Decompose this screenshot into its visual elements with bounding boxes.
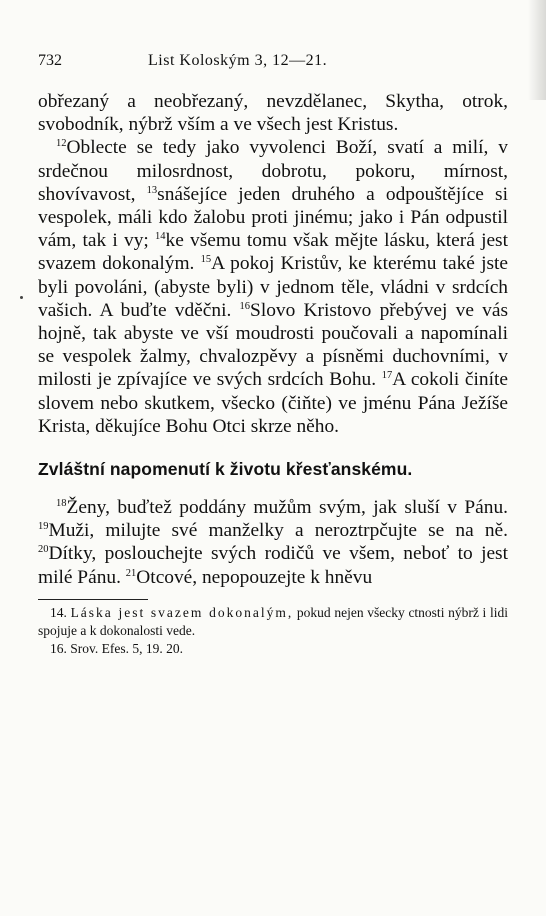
- paragraph: [38, 136, 508, 438]
- footnote: [38, 604, 508, 640]
- verse-number: 12: [56, 138, 67, 150]
- verse-text: Muži, milujte své manželky a neroztrpčujte se na ně.: [48, 520, 508, 542]
- page-header: [38, 52, 508, 78]
- verse-number: 14: [155, 231, 166, 243]
- footnote-text: Srov. Efes. 5, 19. 20.: [70, 640, 183, 656]
- verse-text: snášejíce jeden druhého a odpouštějíce si vespolek, máli kdo žalobu proti jinému; jako i Pán odpustil vám, tak i vy;: [38, 183, 508, 252]
- verse-text: ke všemu tomu však mějte lásku, která jest svazem dokonalým.: [38, 230, 508, 275]
- verse-number: 21: [125, 567, 137, 579]
- section-text: [38, 496, 508, 589]
- paragraph: [38, 90, 508, 136]
- footnote-number: 14.: [50, 604, 71, 620]
- verse-number: 20: [38, 544, 49, 556]
- verse-number: 17: [381, 370, 393, 382]
- running-title: List Koloským 3, 12—21.: [148, 52, 328, 69]
- verse-text: A cokoli činíte slovem nebo skutkem, všecko (čiňte) ve jménu Pána Ježíše Krista, děkujíce Bohu Otci skrze něho.: [38, 369, 509, 437]
- verse-number: 16: [239, 300, 251, 312]
- verse-text: Otcové, nepopouzejte k hněvu: [136, 566, 373, 588]
- footnote-text: pokud nejen všecky ctnosti nýbrž i lidi spojuje a k dokonalosti vede.: [38, 604, 508, 638]
- footnote-number: 16.: [50, 640, 71, 656]
- footnote: [38, 640, 508, 658]
- footnote-lemma: Láska jest svazem dokonalým,: [70, 604, 294, 620]
- verse-number: 13: [146, 184, 158, 196]
- main-text: [38, 90, 508, 438]
- page-edge-shadow: [528, 0, 546, 100]
- verse-text: Dítky, poslouchejte svých rodičů ve všem, neboť to jest milé Pánu.: [38, 543, 508, 588]
- verse-text: Ženy, buďtež poddány mužům svým, jak sluší v Pánu.: [66, 497, 508, 519]
- verse-text: Slovo Kristovo přebývej ve vás hojně, tak abyste ve vší moudrosti poučovali a napomínali se vespolek žalmy, chvalozpěvy a písněmi duchovními, v milosti je zpívajíce ve svých srdcích Bohu.: [38, 299, 508, 391]
- verse-text: A pokoj Kristův, ke kterému také jste byli povoláni, (abyste byli) v jednom těle, vládni v srdcích vašich. A buďte vděčni.: [38, 253, 508, 321]
- section-heading: Zvláštní napomenutí k životu křesťanskému.: [38, 459, 413, 480]
- margin-dot: [20, 296, 23, 299]
- footnote-rule: [38, 599, 148, 600]
- verse-number: 15: [200, 254, 212, 266]
- page-number: 732: [38, 52, 62, 69]
- book-page: [38, 52, 508, 658]
- verse-number: 18: [56, 498, 67, 510]
- paragraph: [38, 496, 508, 589]
- verse-text: Oblecte se tedy jako vyvolenci Boží, svatí a milí, v srdečnou milosrdnost, dobrotu, pokoru, mírnost, shovívavost,: [38, 137, 508, 205]
- verse-text: obřezaný a neobřezaný, nevzdělanec, Skytha, otrok, svobodník, nýbrž vším a ve všech jest Kristus.: [38, 91, 508, 136]
- footnotes: [38, 604, 508, 658]
- verse-number: 19: [38, 521, 49, 533]
